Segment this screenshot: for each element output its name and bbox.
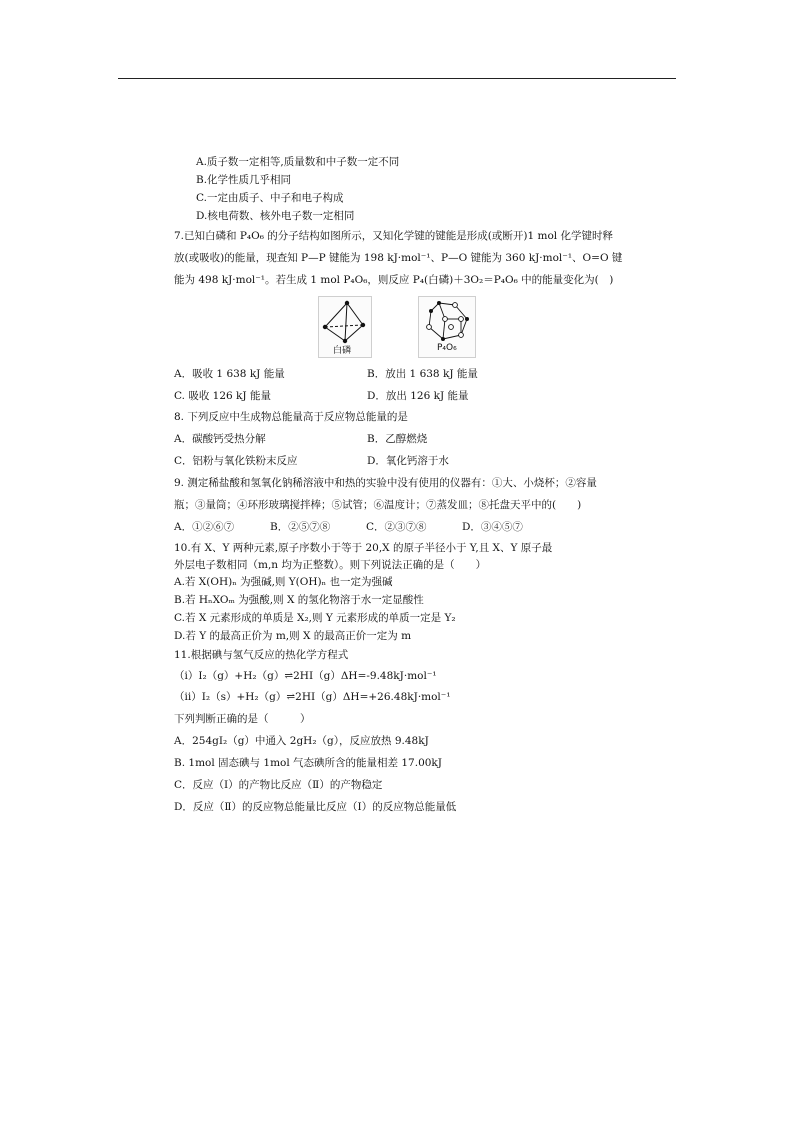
q10-stem-line-2: 外层电子数相同（m,n 均为正整数）。则下列说法正确的是（ ）: [174, 559, 487, 571]
q7-option-d: D．放出 126 kJ 能量: [367, 390, 469, 402]
q6-option-b: B.化学性质几乎相同: [196, 174, 292, 186]
p4o6-figure: [418, 296, 476, 358]
q7-option-a: A．吸收 1 638 kJ 能量: [174, 368, 285, 380]
q9-stem-line-1: 9. 测定稀盐酸和氢氧化钠稀溶液中和热的实验中没有使用的仪器有：①大、小烧杯；②容量: [174, 477, 597, 489]
q9-option-a: A．①②⑥⑦: [174, 521, 235, 533]
q7-stem-line-1: 7.已知白磷和 P₄O₆ 的分子结构如图所示，又知化学键的键能是形成(或断开)1 mol 化学键时释: [174, 230, 613, 242]
q6-option-c: C.一定由质子、中子和电子构成: [196, 192, 344, 204]
q8-option-d: D．氧化钙溶于水: [367, 455, 449, 467]
q8-option-b: B．乙醇燃烧: [367, 433, 428, 445]
q10-stem-line-1: 10.有 X、Y 两种元素,原子序数小于等于 20,X 的原子半径小于 Y,且 X、Y 原子最: [174, 542, 553, 554]
q9-option-c: C．②③⑦⑧: [366, 521, 427, 533]
q11-option-b: B. 1mol 固态碘与 1mol 气态碘所含的能量相差 17.00kJ: [174, 757, 443, 769]
q8-option-c: C．铝粉与氧化铁粉末反应: [174, 455, 298, 467]
q7-stem-line-2: 放(或吸收)的能量，现查知 P—P 键能为 198 kJ·mol⁻¹、P—O 键能为 360 kJ·mol⁻¹、O=O 键: [174, 252, 623, 264]
q11-option-d: D．反应（Ⅱ）的反应物总能量比反应（Ⅰ）的反应物总能量低: [174, 801, 457, 813]
q11-ask: 下列判断正确的是（ ）: [174, 713, 311, 725]
q11-equation-2: （ii）I₂（s）+H₂（g）⇌2HI（g）ΔH=+26.48kJ·mol⁻¹: [174, 691, 451, 703]
header-rule: [118, 78, 676, 79]
q10-option-d: D.若 Y 的最高正价为 m,则 X 的最高正价一定为 m: [174, 630, 412, 642]
q10-option-c: C.若 X 元素形成的单质是 X₂,则 Y 元素形成的单质一定是 Y₂: [174, 612, 456, 624]
q8-option-a: A．碳酸钙受热分解: [174, 433, 266, 445]
q7-stem-line-3: 能为 498 kJ·mol⁻¹。若生成 1 mol P₄O₆，则反应 P₄(白磷)＋3O₂＝P₄O₆ 中的能量变化为( ): [174, 274, 614, 286]
q9-option-b: B．②⑤⑦⑧: [270, 521, 331, 533]
q9-stem-line-2: 瓶；③量筒；④环形玻璃搅拌棒；⑤试管；⑥温度计；⑦蒸发皿；⑧托盘天平中的( ): [174, 499, 582, 511]
q11-equation-1: （i）I₂（g）+H₂（g）⇌2HI（g）ΔH=-9.48kJ·mol⁻¹: [174, 670, 437, 682]
q7-option-c: C. 吸收 126 kJ 能量: [174, 390, 271, 402]
p4o6-label: P₄O₆: [437, 343, 457, 353]
white-phosphorus-figure: [318, 296, 372, 358]
q9-option-d: D．③④⑤⑦: [462, 521, 523, 533]
q11-option-a: A．254gI₂（g）中通入 2gH₂（g），反应放热 9.48kJ: [174, 735, 429, 747]
q6-option-d: D.核电荷数、核外电子数一定相同: [196, 210, 355, 222]
q11-option-c: C．反应（Ⅰ）的产物比反应（Ⅱ）的产物稳定: [174, 779, 383, 791]
q10-option-b: B.若 HₙXOₘ 为强酸,则 X 的氢化物溶于水一定显酸性: [174, 594, 424, 606]
q7-option-b: B．放出 1 638 kJ 能量: [367, 368, 478, 380]
q8-stem: 8. 下列反应中生成物总能量高于反应物总能量的是: [174, 411, 408, 423]
q11-stem: 11.根据碘与氢气反应的热化学方程式: [174, 649, 349, 661]
white-phosphorus-label: 白磷: [333, 346, 352, 356]
q6-option-a: A.质子数一定相等,质量数和中子数一定不同: [196, 156, 400, 168]
q10-option-a: A.若 X(OH)ₙ 为强碱,则 Y(OH)ₙ 也一定为强碱: [174, 576, 393, 588]
